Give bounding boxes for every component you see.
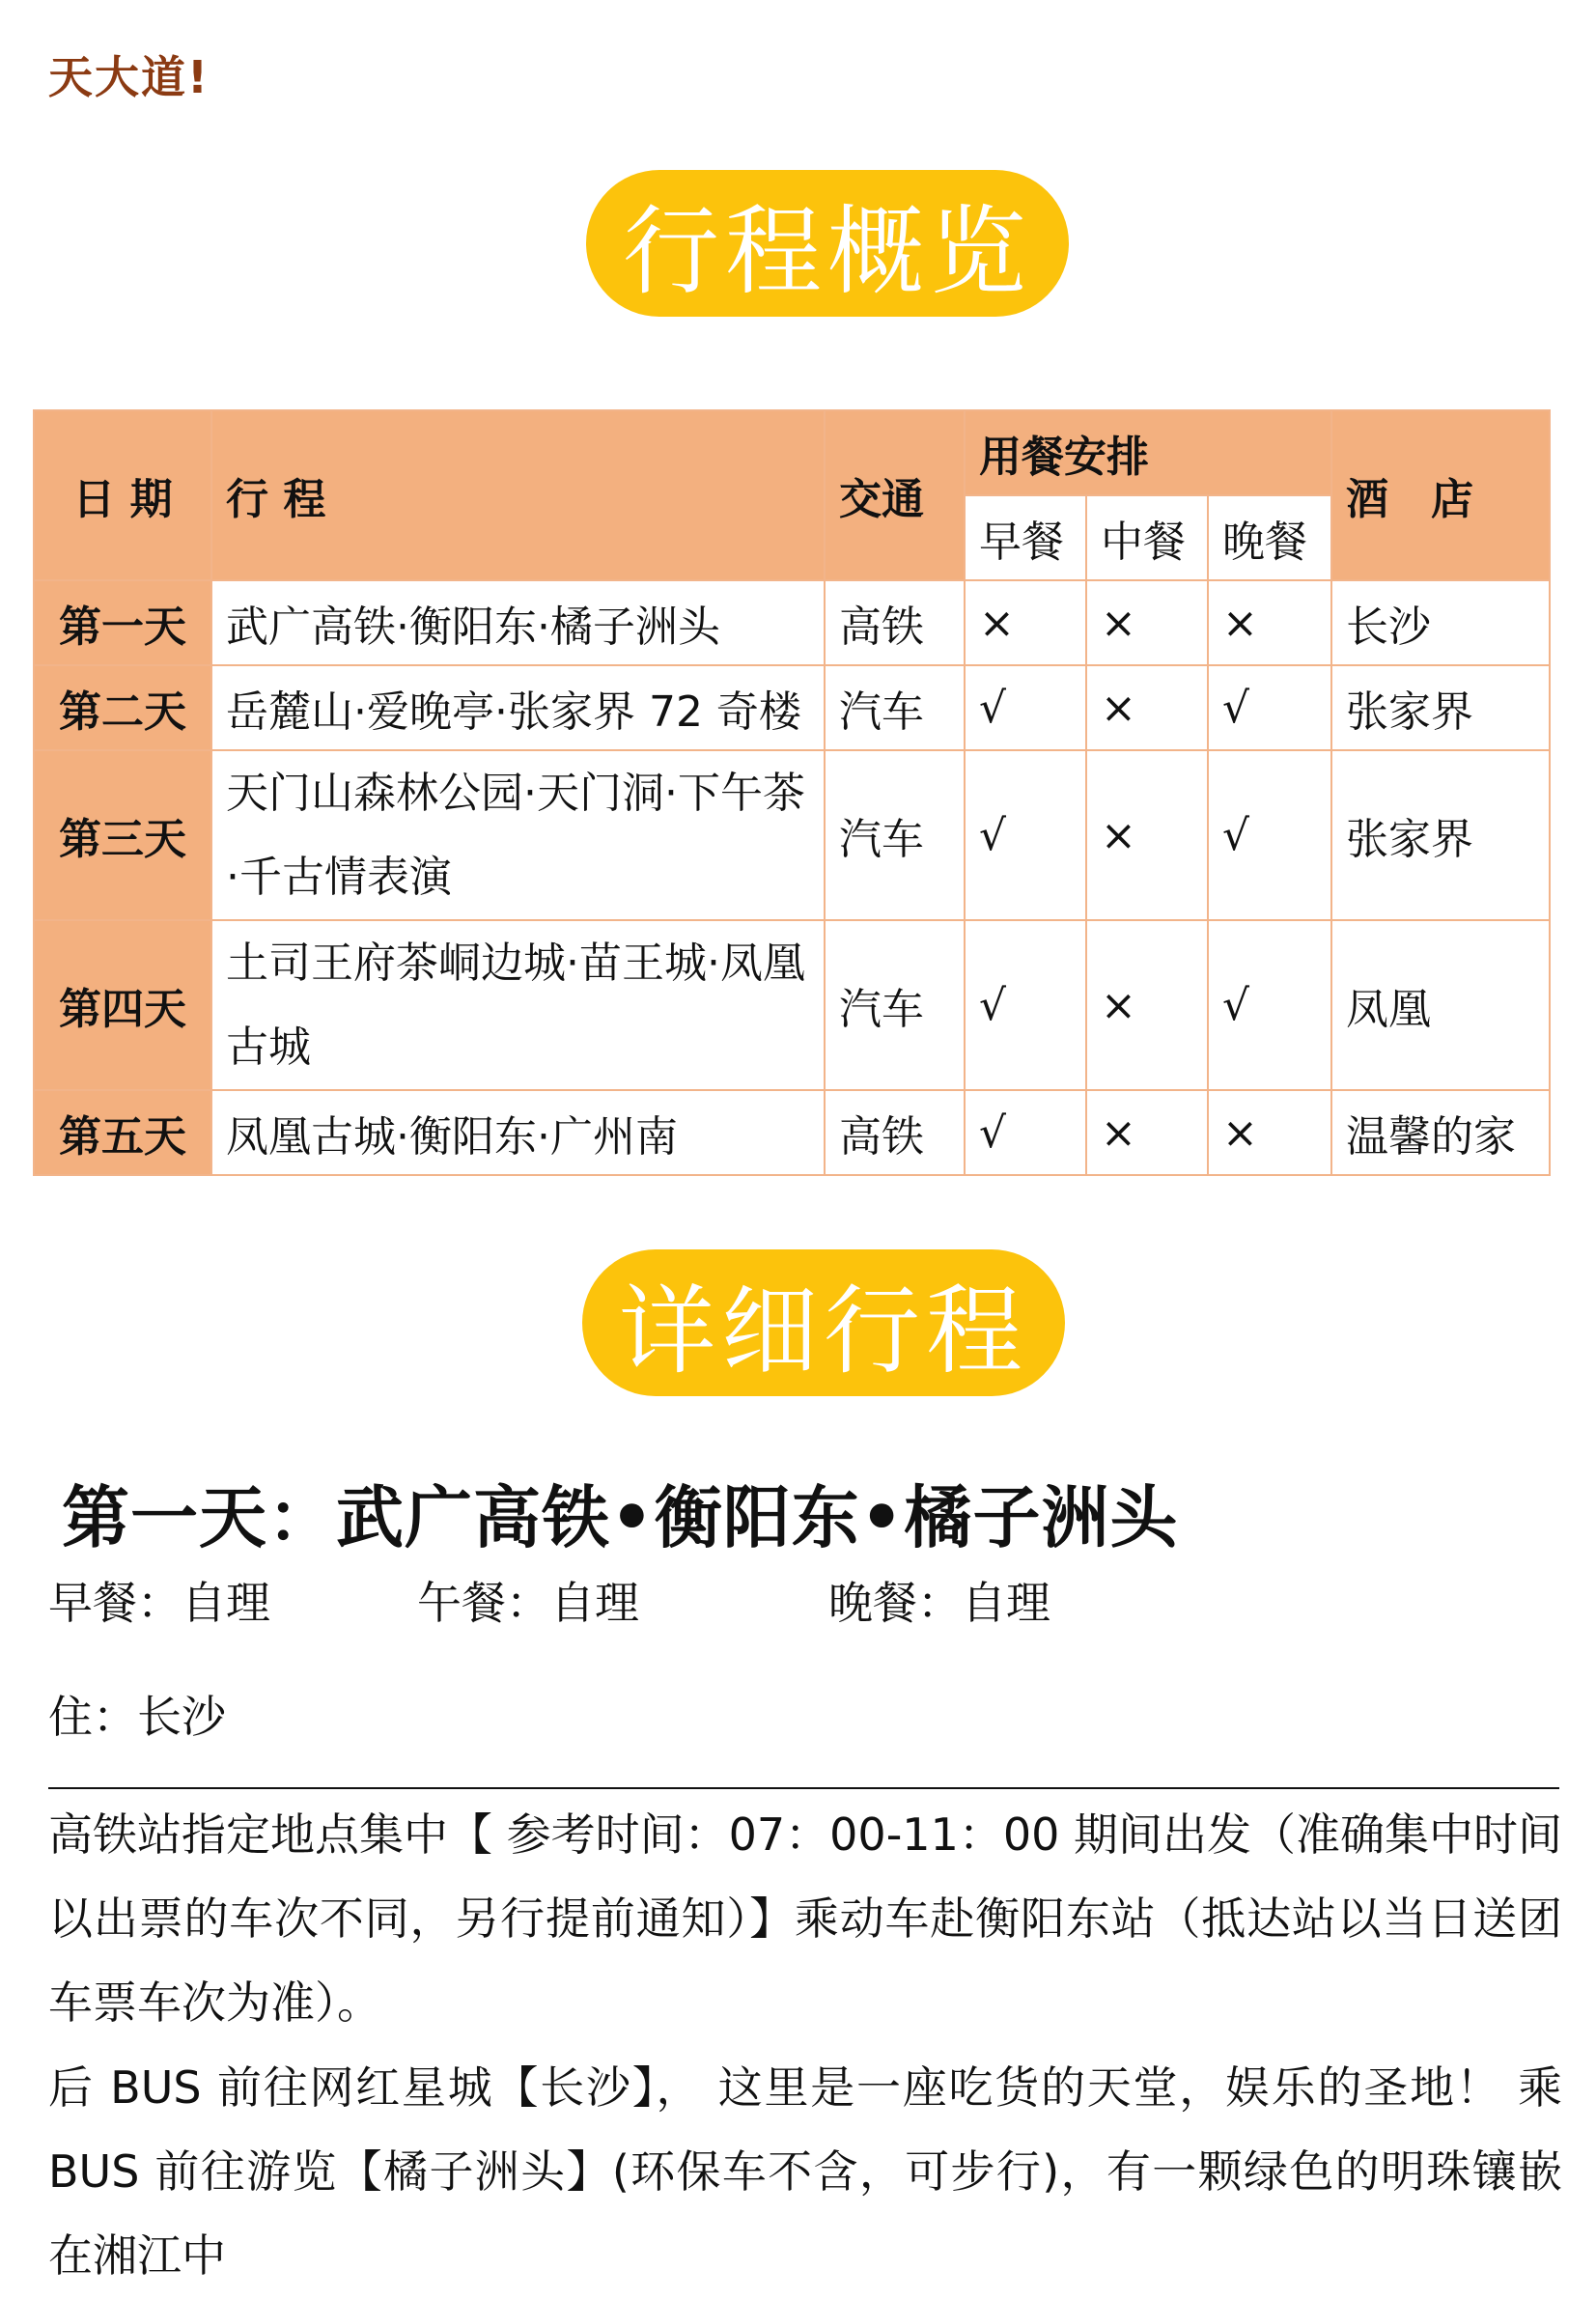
header-breakfast: 早餐 — [965, 495, 1086, 580]
itinerary-cell: 岳麓山·爱晚亭·张家界 72 奇楼 — [211, 665, 825, 750]
itinerary-overview-table — [33, 409, 1551, 1176]
table-row — [34, 750, 1550, 920]
header-meals: 用餐安排 — [965, 410, 1331, 495]
table-header-row — [34, 410, 1550, 495]
day-cell: 第一天 — [34, 580, 211, 665]
table-row — [34, 665, 1550, 750]
breakfast-cell: √ — [965, 750, 1086, 920]
hotel-cell: 张家界 — [1331, 665, 1550, 750]
dinner-cell: × — [1208, 1090, 1331, 1175]
day1-dinner: 晚餐：自理 — [828, 1577, 1050, 1629]
day1-paragraph-1: 高铁站指定地点集中【 参考时间：07：00-11：00 期间出发（准确集中时间以出票的车次不同，另行提前通知）】乘动车赴衡阳东站（抵达站以当日送团车票车次为准）。 — [48, 1808, 1562, 2029]
dinner-cell: √ — [1208, 665, 1331, 750]
transport-cell: 汽车 — [825, 665, 965, 750]
transport-cell: 汽车 — [825, 920, 965, 1090]
divider — [48, 1787, 1559, 1789]
itinerary-cell: 土司王府茶峒边城·苗王城·凤凰古城 — [211, 920, 825, 1090]
overview-section-title: 行程概览 — [586, 170, 1069, 317]
hotel-cell: 长沙 — [1331, 580, 1550, 665]
breakfast-cell: √ — [965, 1090, 1086, 1175]
itinerary-cell: 武广高铁·衡阳东·橘子洲头 — [211, 580, 825, 665]
day1-lunch: 午餐：自理 — [417, 1577, 639, 1629]
lunch-cell: × — [1086, 1090, 1208, 1175]
transport-cell: 汽车 — [825, 750, 965, 920]
hotel-cell: 温馨的家 — [1331, 1090, 1550, 1175]
hotel-cell: 凤凰 — [1331, 920, 1550, 1090]
day1-breakfast: 早餐：自理 — [48, 1577, 270, 1629]
header-transport: 交通 — [825, 410, 965, 580]
dinner-cell: √ — [1208, 750, 1331, 920]
table-row — [34, 920, 1550, 1090]
breakfast-cell: × — [965, 580, 1086, 665]
table-row — [34, 580, 1550, 665]
breakfast-cell: √ — [965, 665, 1086, 750]
dinner-cell: √ — [1208, 920, 1331, 1090]
brand-title: 天大道! — [48, 51, 210, 103]
header-lunch: 中餐 — [1086, 495, 1208, 580]
day-cell: 第五天 — [34, 1090, 211, 1175]
table-row — [34, 1090, 1550, 1175]
lunch-cell: × — [1086, 920, 1208, 1090]
day-cell: 第四天 — [34, 920, 211, 1090]
dinner-cell: × — [1208, 580, 1331, 665]
lunch-cell: × — [1086, 580, 1208, 665]
itinerary-cell: 天门山森林公园·天门洞·下午茶·千古情表演 — [211, 750, 825, 920]
header-hotel: 酒 店 — [1331, 410, 1550, 580]
itinerary-cell: 凤凰古城·衡阳东·广州南 — [211, 1090, 825, 1175]
day-cell: 第二天 — [34, 665, 211, 750]
transport-cell: 高铁 — [825, 580, 965, 665]
header-dinner: 晚餐 — [1208, 495, 1331, 580]
day1-title: 第一天：武广高铁•衡阳东•橘子洲头 — [62, 1478, 1179, 1557]
hotel-cell: 张家界 — [1331, 750, 1550, 920]
lunch-cell: × — [1086, 665, 1208, 750]
transport-cell: 高铁 — [825, 1090, 965, 1175]
header-itinerary: 行 程 — [211, 410, 825, 580]
header-date: 日 期 — [34, 410, 211, 580]
breakfast-cell: √ — [965, 920, 1086, 1090]
day1-paragraph-2: 后 BUS 前往网红星城【长沙】， 这里是一座吃货的天堂，娱乐的圣地！ 乘 BUS 前往游览【橘子洲头】(环保车不含，可步行)，有一颗绿色的明珠镶嵌在湘江中 — [48, 2061, 1562, 2282]
detail-section-title: 详细行程 — [582, 1249, 1065, 1396]
lunch-cell: × — [1086, 750, 1208, 920]
day-cell: 第三天 — [34, 750, 211, 920]
day1-stay: 住：长沙 — [48, 1691, 226, 1743]
